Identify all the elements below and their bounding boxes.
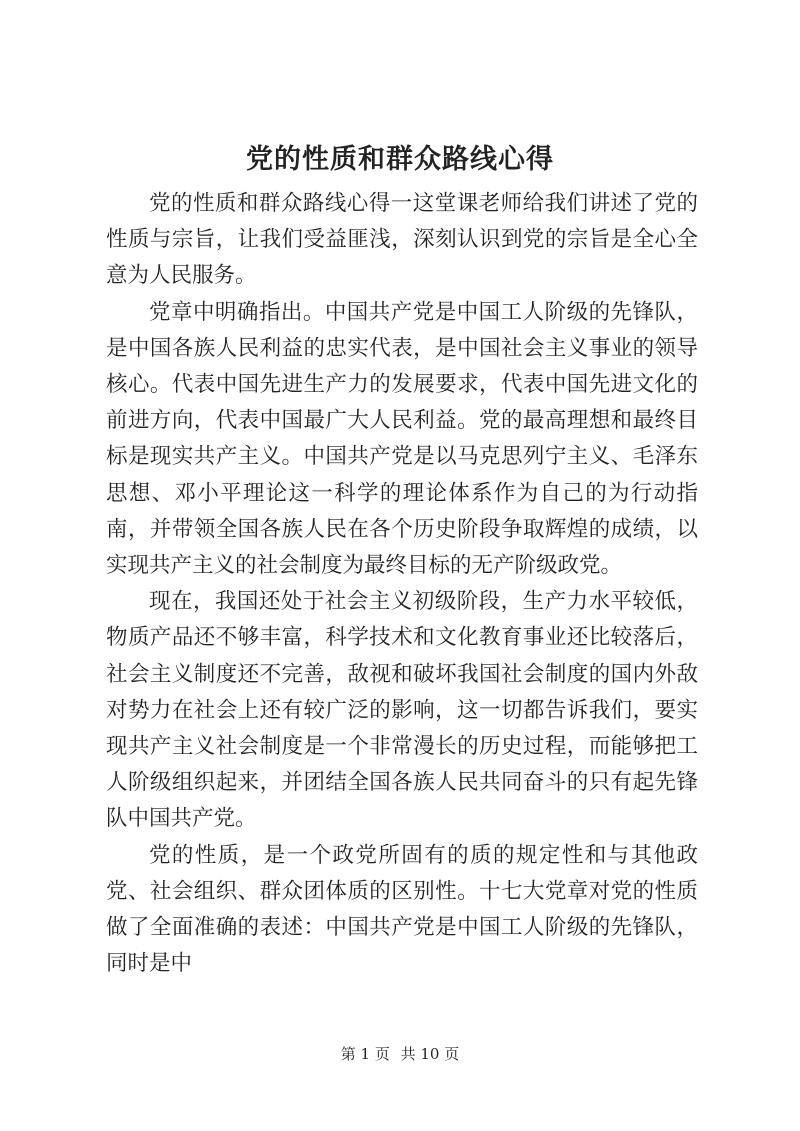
page-footer: [0, 1044, 800, 1064]
paragraph: 现在，我国还处于社会主义初级阶段，生产力水平较低，物质产品还不够丰富，科学技术和文化教育事业还比较落后，社会主义制度还不完善，敌视和破坏我国社会制度的国内外敌对势力在社会上还有较广泛的影响，这一切都告诉我们，要实现共产主义社会制度是一个非常漫长的历史过程，而能够把工人阶级组织起来，并团结全国各族人民共同奋斗的只有起先锋队中国共产党。: [106, 589, 698, 832]
paragraph: 党章中明确指出。中国共产党是中国工人阶级的先锋队，是中国各族人民利益的忠实代表，是中国社会主义事业的领导核心。代表中国先进生产力的发展要求，代表中国先进文化的前进方向，代表中国最广大人民利益。党的最高理想和最终目标是现实共产主义。中国共产党是以马克思列宁主义、毛泽东思想、邓小平理论这一科学的理论体系作为自己的为行动指南，并带领全国各族人民在各个历史阶段争取辉煌的成绩，以实现共产主义的社会制度为最终目标的无产阶级政党。: [106, 299, 698, 579]
page-total: 共 10 页: [400, 1045, 460, 1063]
page-title: 党的性质和群众路线心得: [246, 144, 554, 175]
paragraph: 党的性质，是一个政党所固有的质的规定性和与其他政党、社会组织、群众团体质的区别性。十七大党章对党的性质做了全面准确的表述：中国共产党是中国工人阶级的先锋队，同时是中: [106, 842, 698, 977]
page-number: 第 1 页: [340, 1045, 390, 1063]
document-body: [106, 186, 698, 982]
paragraph: 党的性质和群众路线心得一这堂课老师给我们讲述了党的性质与宗旨，让我们受益匪浅，深刻认识到党的宗旨是全心全意为人民服务。: [106, 191, 698, 289]
